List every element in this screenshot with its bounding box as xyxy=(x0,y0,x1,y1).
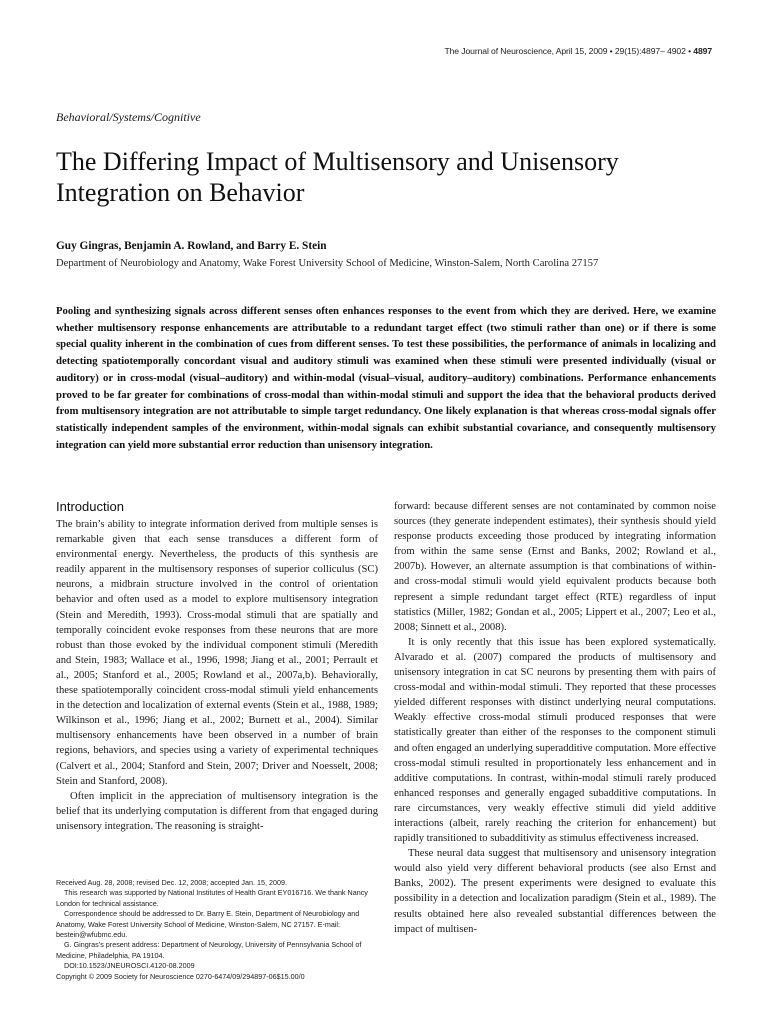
right-column xyxy=(394,499,716,937)
copyright-line: Copyright © 2009 Society for Neuroscience 0270-6474/09/294897-06$15.00/0 xyxy=(56,971,305,981)
intro-paragraph-4: It is only recently that this issue has been explored systematically. Alvarado et al. (2007) compared the products of multisensory and unisensory integration in cat SC neurons by presenting them with pairs of cross-modal and within-modal stimuli. They reported that these processes yielded different responses with distinct underlying neural computations. Weakly effective cross-modal stimuli produced responses that were statistically greater than either of the responses to the component stimuli and often engaged an underlying superadditive computation. More effective cross-modal stimuli resulted in proportionately less enhancement and in additive computations. In contrast, within-modal stimuli rarely produced enhanced responses and generally engaged subadditive computations. In rare circumstances, very weakly effective stimuli did yield additive interactions (albeit, rarely reaching the criterion for enhancement) but rapidly transitioned to subadditivity as stimulus effectiveness increased. xyxy=(394,636,716,845)
funding-note: This research was supported by National Institutes of Health Grant EY016716. We thank Nancy London for technical assistance. xyxy=(56,888,368,908)
left-column xyxy=(56,498,378,834)
correspondence-note: Correspondence should be addressed to Dr. Barry E. Stein, Department of Neurobiology and Anatomy, Wake Forest University School of Medicine, Winston-Salem, NC 27157. E-mail: bestein@wfubmc.edu. xyxy=(56,909,360,940)
page-number: 4897 xyxy=(693,46,712,56)
author-affiliation: Department of Neurobiology and Anatomy, Wake Forest University School of Medicine, Winston-Salem, North Carolina 27157 xyxy=(56,258,599,269)
intro-paragraph-3: forward: because different senses are not contaminated by common noise sources (they generate independent estimates), their synthesis should yield response products exceeding those produced by integrating information from within the same sense (Ernst and Banks, 2002; Rowland et al., 2007b). However, an alternate assumption is that combinations of within- and cross-modal stimuli would yield equivalent products because both represent a simple redundant target effect (RTE) regardless of input statistics (Miller, 1982; Gondan et al., 2005; Lippert et al., 2007; Leo et al., 2008; Sinnett et al., 2008). xyxy=(394,501,716,633)
running-head xyxy=(444,46,712,56)
intro-paragraph-2: Often implicit in the appreciation of multisensory integration is the belief that its underlying computation is different from that engaged during unisensory integration. The reasoning is straight- xyxy=(56,790,378,832)
author-list: Guy Gingras, Benjamin A. Rowland, and Barry E. Stein xyxy=(56,240,327,252)
intro-paragraph-1: The brain’s ability to integrate information derived from multiple senses is remarkable given that each sense transduces a different form of environmental energy. Nevertheless, the products of this synthesis are readily apparent in the multisensory responses of superior colliculus (SC) neurons, a midbrain structure involved in the control of orientation behavior and often used as a model to explore multisensory integration (Stein and Meredith, 1993). Cross-modal stimuli that are spatially and temporally coincident evoke responses from these neurons that are more robust than those evoked by the individual component stimuli (Meredith and Stein, 1983; Wallace et al., 1996, 1998; Jiang et al., 2001; Perrault et al., 2005; Stanford et al., 2005; Rowland et al., 2007a,b). Behaviorally, these spatiotemporally coincident cross-modal stimuli yield enhancements in the detection and localization of external events (Stein et al., 1988, 1989; Wilkinson et al., 1996; Jiang et al., 2002; Burnett et al., 2004). Similar multisensory enhancements have been observed in a number of brain regions, behaviors, and species using a variety of experimental techniques (Calvert et al., 2004; Stanford and Stein, 2007; Driver and Noesselt, 2008; Stein and Stanford, 2008). xyxy=(56,519,378,787)
doi-link[interactable]: DOI:10.1523/JNEUROSCI.4120-08.2009 xyxy=(64,961,195,971)
footnotes xyxy=(56,878,378,982)
intro-paragraph-5: These neural data suggest that multisensory and unisensory integration would also yield very different behavioral products (see also Ernst and Banks, 2002). The present experiments were designed to evaluate this possibility in a detection and localization paradigm (Stein et al., 1989). The results obtained here also revealed substantial differences between the impact of multisen- xyxy=(394,848,716,935)
present-address-note: G. Gingras’s present address: Department of Neurology, University of Pennsylvania School of Medicine, Philadelphia, PA 19104. xyxy=(56,940,362,960)
received-dates: Received Aug. 28, 2008; revised Dec. 12, 2008; accepted Jan. 15, 2009. xyxy=(56,878,287,887)
abstract: Pooling and synthesizing signals across different senses often enhances responses to the event from which they are derived. Here, we examine whether multisensory response enhancements are attributable to a redundant target effect (two stimuli rather than one) or if there is some special quality inherent in the combination of cues from different senses. To test these possibilities, the performance of animals in localizing and detecting spatiotemporally concordant visual and auditory stimuli was examined when these stimuli were presented individually (visual or auditory) or in cross-modal (visual–auditory) and within-modal (visual–visual, auditory–auditory) combinations. Performance enhancements proved to be far greater for combinations of cross-modal than within-modal stimuli and support the idea that the behavioral products derived from multisensory integration are not attributable to simple target redundancy. One likely explanation is that whereas cross-modal signals offer statistically independent samples of the environment, within-modal signals can exhibit substantial covariance, and consequently multisensory integration can yield more substantial error reduction than unisensory integration. xyxy=(56,305,716,451)
section-tag: Behavioral/Systems/Cognitive xyxy=(56,110,201,124)
journal-citation: The Journal of Neuroscience, April 15, 2009 • 29(15):4897– 4902 • xyxy=(444,46,691,56)
article-title: The Differing Impact of Multisensory and Unisensory Integration on Behavior xyxy=(56,147,619,207)
introduction-heading: Introduction xyxy=(56,499,124,514)
